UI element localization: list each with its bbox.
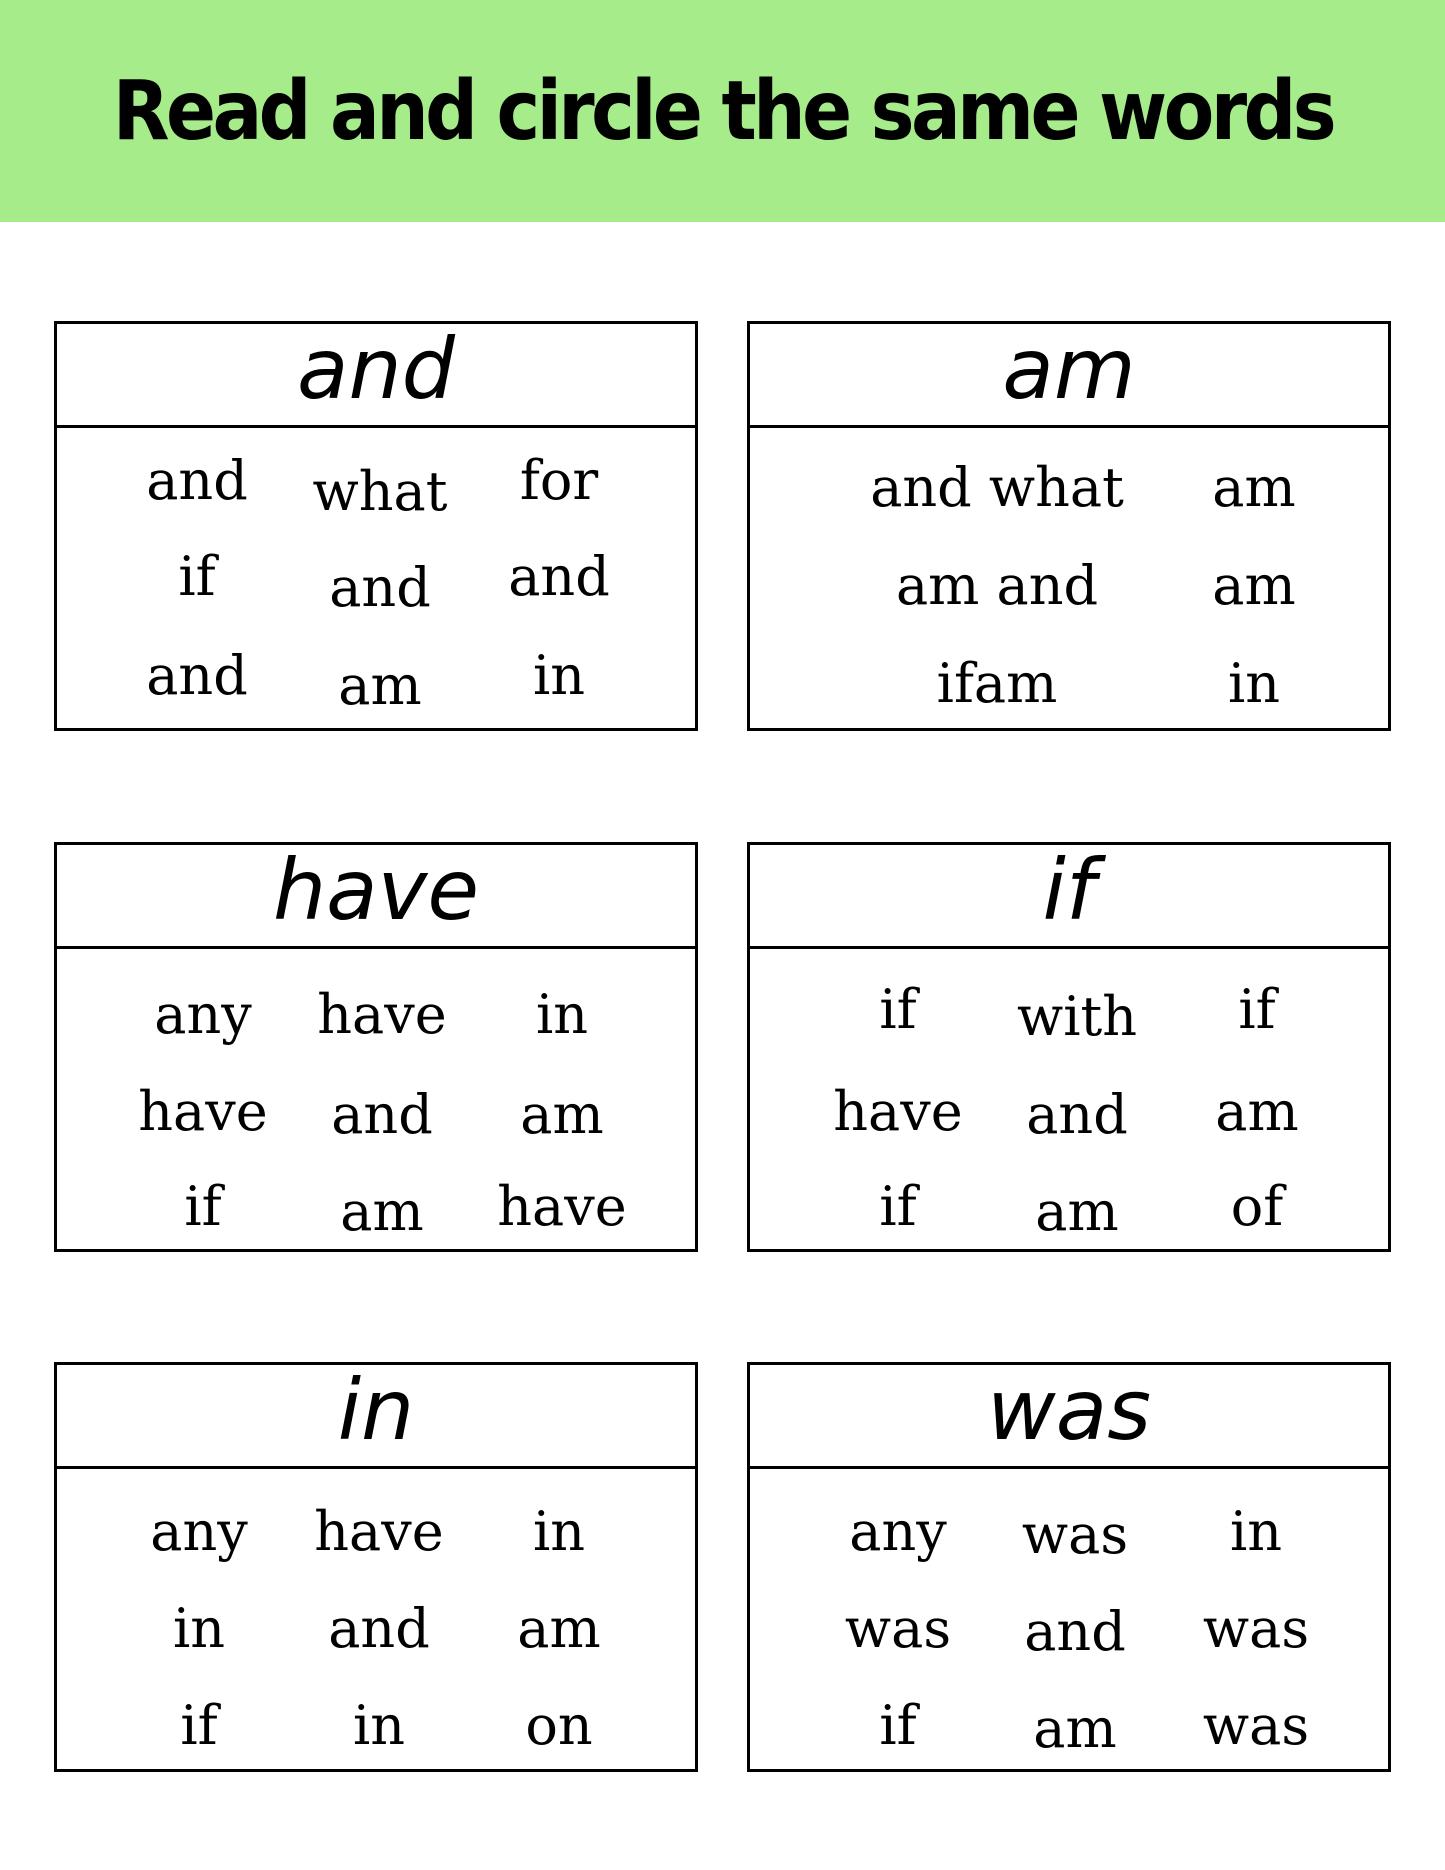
word-option[interactable]: was: [1202, 1597, 1310, 1660]
word-option[interactable]: if: [180, 1694, 218, 1757]
word-card-have: [54, 842, 698, 1252]
target-word: have: [57, 845, 695, 949]
word-option[interactable]: in: [532, 1500, 586, 1563]
word-option[interactable]: am and: [895, 554, 1099, 617]
word-option[interactable]: am: [520, 1083, 604, 1146]
word-option[interactable]: in: [1229, 1500, 1283, 1563]
word-card-and: [54, 321, 698, 731]
word-card-was: [747, 1362, 1391, 1772]
word-option[interactable]: in: [1227, 652, 1281, 715]
word-option[interactable]: and: [329, 556, 431, 619]
word-option[interactable]: in: [535, 983, 589, 1046]
title-banner: [0, 0, 1445, 222]
word-option[interactable]: am: [1212, 456, 1296, 519]
word-option[interactable]: was: [844, 1597, 952, 1660]
page-title: Read and circle the same words: [112, 63, 1333, 159]
word-option[interactable]: if: [1238, 978, 1276, 1041]
word-option[interactable]: am: [1212, 554, 1296, 617]
word-option[interactable]: have: [314, 1500, 444, 1563]
word-option[interactable]: have: [317, 983, 447, 1046]
word-option[interactable]: ifam: [936, 652, 1058, 715]
target-word: in: [57, 1365, 695, 1469]
word-option[interactable]: any: [849, 1500, 947, 1563]
word-card-in: [54, 1362, 698, 1772]
word-option[interactable]: any: [154, 983, 252, 1046]
word-option[interactable]: on: [525, 1694, 593, 1757]
word-option[interactable]: and: [146, 449, 248, 512]
word-option[interactable]: and: [1026, 1083, 1128, 1146]
target-word: if: [750, 845, 1388, 949]
word-option[interactable]: am: [1215, 1080, 1299, 1143]
word-option[interactable]: for: [519, 449, 599, 512]
word-option[interactable]: and: [146, 644, 248, 707]
word-option[interactable]: if: [879, 1175, 917, 1238]
target-word: was: [750, 1365, 1388, 1469]
word-option[interactable]: with: [1017, 985, 1137, 1048]
word-option[interactable]: of: [1230, 1175, 1284, 1238]
word-option[interactable]: have: [138, 1080, 268, 1143]
word-option[interactable]: have: [833, 1080, 963, 1143]
word-option[interactable]: in: [172, 1597, 226, 1660]
target-word: am: [750, 324, 1388, 428]
word-option[interactable]: have: [497, 1175, 627, 1238]
word-option[interactable]: if: [879, 1694, 917, 1757]
word-option[interactable]: am: [340, 1180, 424, 1243]
word-card-if: [747, 842, 1391, 1252]
word-option[interactable]: and what: [870, 456, 1124, 519]
word-option[interactable]: am: [1033, 1697, 1117, 1760]
word-option[interactable]: am: [1035, 1180, 1119, 1243]
word-option[interactable]: and: [328, 1597, 430, 1660]
word-option[interactable]: and: [331, 1083, 433, 1146]
word-option[interactable]: in: [352, 1694, 406, 1757]
word-option[interactable]: and: [1024, 1600, 1126, 1663]
word-option[interactable]: was: [1202, 1694, 1310, 1757]
word-option[interactable]: am: [338, 654, 422, 717]
word-option[interactable]: what: [312, 460, 448, 523]
word-card-am: [747, 321, 1391, 731]
word-option[interactable]: in: [532, 644, 586, 707]
word-option[interactable]: was: [1021, 1503, 1129, 1566]
word-option[interactable]: if: [178, 545, 216, 608]
word-option[interactable]: if: [879, 978, 917, 1041]
word-option[interactable]: and: [508, 545, 610, 608]
word-option[interactable]: am: [517, 1597, 601, 1660]
target-word: and: [57, 324, 695, 428]
word-option[interactable]: if: [184, 1175, 222, 1238]
word-option[interactable]: any: [150, 1500, 248, 1563]
